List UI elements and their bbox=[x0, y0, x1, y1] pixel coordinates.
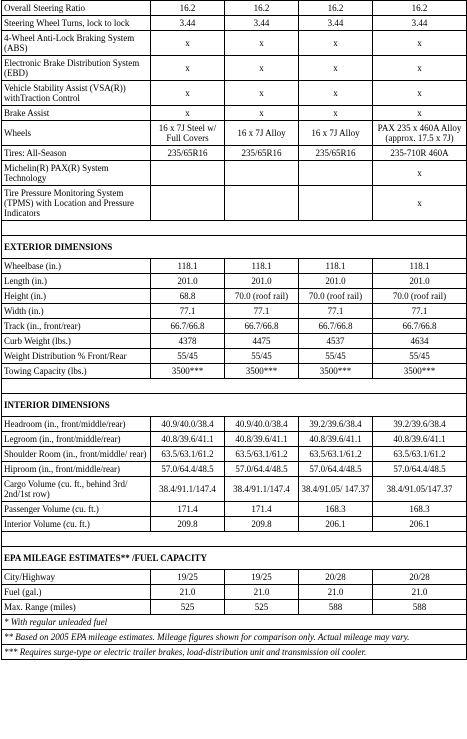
spec-value: x bbox=[299, 106, 373, 121]
spec-value: 4634 bbox=[373, 334, 467, 349]
spec-value: 168.3 bbox=[299, 502, 373, 517]
spec-value: 588 bbox=[299, 600, 373, 615]
spec-value: 3500*** bbox=[151, 364, 225, 379]
spec-value: x bbox=[151, 31, 225, 56]
spec-value: 118.1 bbox=[225, 259, 299, 274]
section-title: INTERIOR DIMENSIONS bbox=[2, 394, 467, 417]
spec-value: 3500*** bbox=[225, 364, 299, 379]
spec-value: 40.8/39.6/41.1 bbox=[299, 432, 373, 447]
spec-value: 70.0 (roof rail) bbox=[373, 289, 467, 304]
spec-value: 66.7/66.8 bbox=[299, 319, 373, 334]
spec-row bbox=[2, 585, 467, 600]
spec-value: 70.0 (roof rail) bbox=[299, 289, 373, 304]
spec-label: Interior Volume (cu. ft.) bbox=[2, 517, 151, 532]
spec-value: x bbox=[373, 161, 467, 186]
spec-row bbox=[2, 106, 467, 121]
spec-value: 3.44 bbox=[225, 16, 299, 31]
spec-value: 235/65R16 bbox=[225, 146, 299, 161]
spacer-cell bbox=[2, 532, 467, 547]
spec-value: 57.0/64.4/48.5 bbox=[151, 462, 225, 477]
spacer-cell bbox=[2, 221, 467, 236]
footnote: ** Based on 2005 EPA mileage estimates. Mileage figures shown for comparison only. Actual mileage may vary. bbox=[2, 630, 467, 645]
spec-value: 68.8 bbox=[151, 289, 225, 304]
spacer-cell bbox=[2, 379, 467, 394]
spec-label: Track (in., front/rear) bbox=[2, 319, 151, 334]
spec-label: Legroom (in., front/middle/rear) bbox=[2, 432, 151, 447]
spec-row bbox=[2, 349, 467, 364]
footnote: * With regular unleaded fuel bbox=[2, 615, 467, 630]
spec-value: 63.5/63.1/61.2 bbox=[225, 447, 299, 462]
spec-label: Shoulder Room (in., front/middle/ rear) bbox=[2, 447, 151, 462]
spec-row bbox=[2, 364, 467, 379]
spec-value: 77.1 bbox=[151, 304, 225, 319]
spec-value: x bbox=[373, 56, 467, 81]
spec-value: 16 x 7J Alloy bbox=[225, 121, 299, 146]
spec-value: 16 x 7J Steel w/ Full Covers bbox=[151, 121, 225, 146]
spec-value: x bbox=[151, 81, 225, 106]
section-spacer-row bbox=[2, 532, 467, 547]
spec-value: 168.3 bbox=[373, 502, 467, 517]
spec-value: 38.4/91.1/147.4 bbox=[225, 477, 299, 502]
spec-value: 38.4/91.1/147.4 bbox=[151, 477, 225, 502]
spec-value: 66.7/66.8 bbox=[373, 319, 467, 334]
spec-value: 66.7/66.8 bbox=[225, 319, 299, 334]
footnote: *** Requires surge-type or electric trailer brakes, load-distribution unit and transmission oil cooler. bbox=[2, 645, 467, 660]
spec-value: 118.1 bbox=[373, 259, 467, 274]
spec-label: Hiproom (in., front/middle/rear) bbox=[2, 462, 151, 477]
spec-value: 21.0 bbox=[225, 585, 299, 600]
spec-label: Fuel (gal.) bbox=[2, 585, 151, 600]
spec-value: 209.8 bbox=[225, 517, 299, 532]
spec-label: Wheelbase (in.) bbox=[2, 259, 151, 274]
spec-value: 70.0 (roof rail) bbox=[225, 289, 299, 304]
spec-value: 55/45 bbox=[151, 349, 225, 364]
spec-value: 209.8 bbox=[151, 517, 225, 532]
spec-label: Steering Wheel Turns, lock to lock bbox=[2, 16, 151, 31]
spec-value: 16.2 bbox=[299, 1, 373, 16]
spec-row bbox=[2, 16, 467, 31]
spec-label: City/Highway bbox=[2, 570, 151, 585]
spec-row bbox=[2, 447, 467, 462]
spec-row bbox=[2, 304, 467, 319]
section-header-row bbox=[2, 236, 467, 259]
spec-value: 525 bbox=[225, 600, 299, 615]
spec-label: Weight Distribution % Front/Rear bbox=[2, 349, 151, 364]
spec-value: 588 bbox=[373, 600, 467, 615]
spec-value: 4378 bbox=[151, 334, 225, 349]
spec-value: 57.0/64.4/48.5 bbox=[373, 462, 467, 477]
spec-value: 66.7/66.8 bbox=[151, 319, 225, 334]
spec-row bbox=[2, 319, 467, 334]
spec-label: Width (in.) bbox=[2, 304, 151, 319]
spec-value: 20/28 bbox=[373, 570, 467, 585]
spec-row bbox=[2, 600, 467, 615]
spec-value: 201.0 bbox=[299, 274, 373, 289]
spec-value: 235/65R16 bbox=[151, 146, 225, 161]
spec-value: 38.4/91.05/147.37 bbox=[373, 477, 467, 502]
footnote-row bbox=[2, 645, 467, 660]
spec-value: 77.1 bbox=[225, 304, 299, 319]
spec-value: 118.1 bbox=[151, 259, 225, 274]
spec-value: 16.2 bbox=[225, 1, 299, 16]
spec-value: 63.5/63.1/61.2 bbox=[151, 447, 225, 462]
spec-value bbox=[225, 161, 299, 186]
spec-value: 3500*** bbox=[373, 364, 467, 379]
spec-value: x bbox=[225, 81, 299, 106]
spec-value: 38.4/91.05/ 147.37 bbox=[299, 477, 373, 502]
spec-row bbox=[2, 417, 467, 432]
spec-value: 21.0 bbox=[373, 585, 467, 600]
spec-label: Height (in.) bbox=[2, 289, 151, 304]
spec-value bbox=[299, 161, 373, 186]
spec-value bbox=[299, 186, 373, 221]
spec-row bbox=[2, 161, 467, 186]
spec-value: 201.0 bbox=[225, 274, 299, 289]
section-title: EPA MILEAGE ESTIMATES** /FUEL CAPACITY bbox=[2, 547, 467, 570]
spec-label: Curb Weight (lbs.) bbox=[2, 334, 151, 349]
spec-row bbox=[2, 334, 467, 349]
spec-value: 16.2 bbox=[151, 1, 225, 16]
spec-value: x bbox=[373, 186, 467, 221]
spec-value: 20/28 bbox=[299, 570, 373, 585]
spec-value: 39.2/39.6/38.4 bbox=[373, 417, 467, 432]
spec-value: 21.0 bbox=[151, 585, 225, 600]
spec-row bbox=[2, 502, 467, 517]
spec-value: x bbox=[373, 31, 467, 56]
spec-value: 40.8/39.6/41.1 bbox=[151, 432, 225, 447]
spec-label: Wheels bbox=[2, 121, 151, 146]
section-title: EXTERIOR DIMENSIONS bbox=[2, 236, 467, 259]
spec-value bbox=[225, 186, 299, 221]
spec-label: Tires: All-Season bbox=[2, 146, 151, 161]
spec-value: 4475 bbox=[225, 334, 299, 349]
spec-value bbox=[151, 161, 225, 186]
spec-label: Vehicle Stability Assist (VSA(R)) withTraction Control bbox=[2, 81, 151, 106]
spec-value: 235/65R16 bbox=[299, 146, 373, 161]
spec-value: x bbox=[373, 106, 467, 121]
spec-label: Cargo Volume (cu. ft., behind 3rd/ 2nd/1st row) bbox=[2, 477, 151, 502]
spec-value: x bbox=[151, 56, 225, 81]
spec-value: 57.0/64.4/48.5 bbox=[225, 462, 299, 477]
spec-value: 21.0 bbox=[299, 585, 373, 600]
spec-row bbox=[2, 477, 467, 502]
spec-label: Michelin(R) PAX(R) System Technology bbox=[2, 161, 151, 186]
spec-row bbox=[2, 146, 467, 161]
spec-value: x bbox=[299, 31, 373, 56]
spec-value: 235-710R 460A bbox=[373, 146, 467, 161]
spec-value: x bbox=[225, 106, 299, 121]
spec-value: x bbox=[225, 56, 299, 81]
footnote-row bbox=[2, 630, 467, 645]
spec-value: 206.1 bbox=[299, 517, 373, 532]
spec-value: x bbox=[151, 106, 225, 121]
spec-table-body bbox=[2, 1, 467, 660]
spec-value: 171.4 bbox=[151, 502, 225, 517]
spec-row bbox=[2, 274, 467, 289]
spec-value: PAX 235 x 460A Alloy (approx. 17.5 x 7J) bbox=[373, 121, 467, 146]
spec-value: 16 x 7J Alloy bbox=[299, 121, 373, 146]
section-spacer-row bbox=[2, 221, 467, 236]
spec-label: Length (in.) bbox=[2, 274, 151, 289]
spec-label: Tire Pressure Monitoring System (TPMS) with Location and Pressure Indicators bbox=[2, 186, 151, 221]
spec-value: 55/45 bbox=[373, 349, 467, 364]
spec-value: 40.8/39.6/41.1 bbox=[225, 432, 299, 447]
spec-row bbox=[2, 289, 467, 304]
spec-value: 77.1 bbox=[373, 304, 467, 319]
spec-value: 57.0/64.4/48.5 bbox=[299, 462, 373, 477]
spec-value: 63.5/63.1/61.2 bbox=[373, 447, 467, 462]
spec-row bbox=[2, 570, 467, 585]
spec-value: 201.0 bbox=[151, 274, 225, 289]
spec-row bbox=[2, 432, 467, 447]
spec-value: x bbox=[299, 56, 373, 81]
spec-label: Overall Steering Ratio bbox=[2, 1, 151, 16]
spec-row bbox=[2, 517, 467, 532]
spec-row bbox=[2, 462, 467, 477]
spec-value: 3.44 bbox=[151, 16, 225, 31]
spec-value: 16.2 bbox=[373, 1, 467, 16]
spec-value: 4537 bbox=[299, 334, 373, 349]
section-header-row bbox=[2, 394, 467, 417]
spec-label: Towing Capacity (lbs.) bbox=[2, 364, 151, 379]
spec-value: 171.4 bbox=[225, 502, 299, 517]
spec-value: 40.9/40.0/38.4 bbox=[225, 417, 299, 432]
spec-row bbox=[2, 186, 467, 221]
spec-row bbox=[2, 121, 467, 146]
spec-value: x bbox=[373, 81, 467, 106]
spec-row bbox=[2, 259, 467, 274]
spec-value: x bbox=[225, 31, 299, 56]
spec-value: 525 bbox=[151, 600, 225, 615]
footnote-row bbox=[2, 615, 467, 630]
spec-row bbox=[2, 1, 467, 16]
spec-value: 19/25 bbox=[151, 570, 225, 585]
spec-value: 206.1 bbox=[373, 517, 467, 532]
spec-row bbox=[2, 81, 467, 106]
spec-value: 55/45 bbox=[225, 349, 299, 364]
spec-label: 4-Wheel Anti-Lock Braking System (ABS) bbox=[2, 31, 151, 56]
spec-value: 201.0 bbox=[373, 274, 467, 289]
spec-label: Max. Range (miles) bbox=[2, 600, 151, 615]
spec-value: 55/45 bbox=[299, 349, 373, 364]
spec-row bbox=[2, 56, 467, 81]
spec-table bbox=[1, 0, 467, 660]
spec-value: 3500*** bbox=[299, 364, 373, 379]
spec-value: x bbox=[299, 81, 373, 106]
spec-value: 40.9/40.0/38.4 bbox=[151, 417, 225, 432]
spec-value: 118.1 bbox=[299, 259, 373, 274]
spec-value: 19/25 bbox=[225, 570, 299, 585]
spec-value: 63.5/63.1/61.2 bbox=[299, 447, 373, 462]
spec-row bbox=[2, 31, 467, 56]
spec-value: 3.44 bbox=[373, 16, 467, 31]
spec-value: 3.44 bbox=[299, 16, 373, 31]
section-header-row bbox=[2, 547, 467, 570]
spec-value: 39.2/39.6/38.4 bbox=[299, 417, 373, 432]
spec-label: Passenger Volume (cu. ft.) bbox=[2, 502, 151, 517]
spec-value bbox=[151, 186, 225, 221]
spec-value: 77.1 bbox=[299, 304, 373, 319]
spec-label: Electronic Brake Distribution System (EBD) bbox=[2, 56, 151, 81]
spec-value: 40.8/39.6/41.1 bbox=[373, 432, 467, 447]
spec-label: Headroom (in., front/middle/rear) bbox=[2, 417, 151, 432]
spec-label: Brake Assist bbox=[2, 106, 151, 121]
section-spacer-row bbox=[2, 379, 467, 394]
